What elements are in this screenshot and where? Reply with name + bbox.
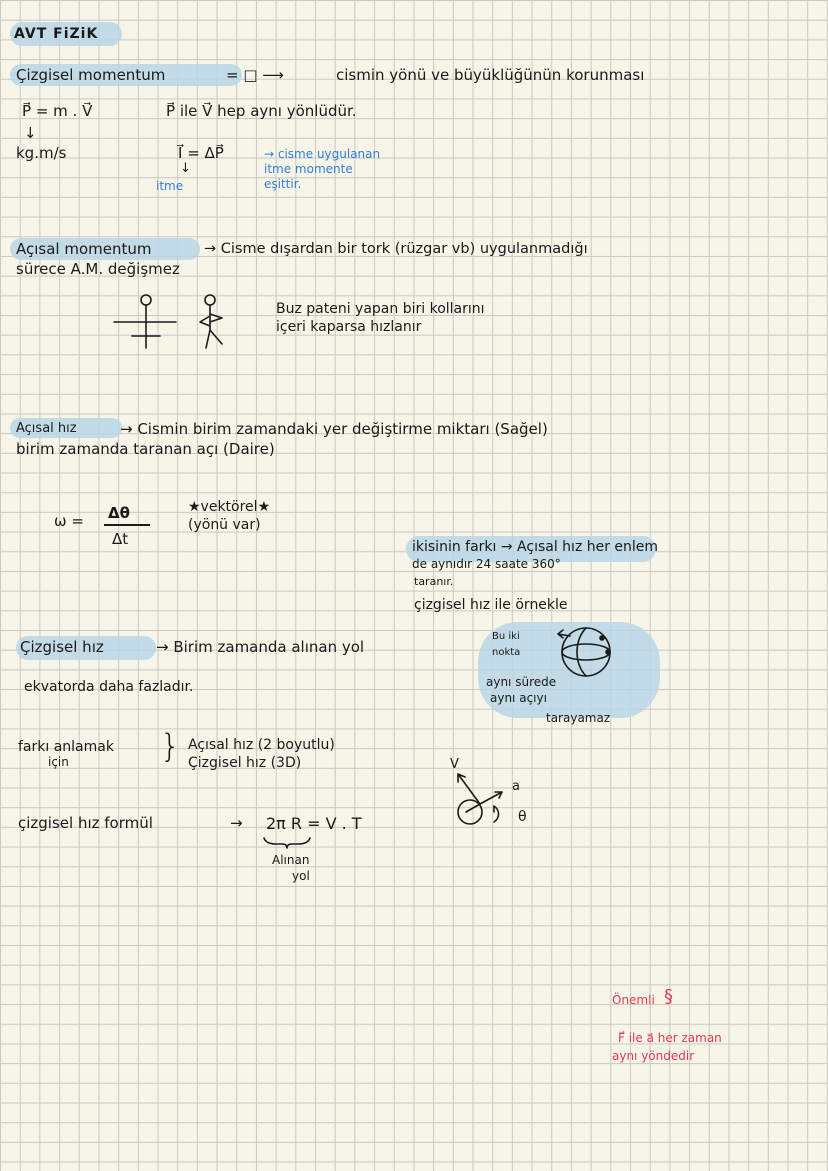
vector-note: ★vektörel★ — [188, 499, 271, 515]
linear-momentum-eq-symbol: = □ ⟶ — [226, 66, 284, 84]
linear-momentum-description: cismin yönü ve büyüklüğünün korunması — [336, 66, 645, 84]
difference-angular: Açısal hız (2 boyutlu) — [188, 737, 335, 753]
angular-momentum-text-2: sürece A.M. değişmez — [16, 260, 180, 278]
difference-label-2: için — [48, 755, 69, 769]
page-title: AVT FiZiK — [14, 26, 99, 42]
linear-velocity-label: Çizgisel hız — [20, 638, 104, 656]
linear-velocity-formula-label: çizgisel hız formül — [18, 814, 153, 832]
impulse-formula: I⃗ = ΔP⃗ — [178, 144, 224, 162]
difference-brace: } — [160, 727, 181, 765]
skater-text-1: Buz pateni yapan biri kollarını — [276, 301, 485, 317]
globe-drawing — [556, 624, 616, 680]
globe-label-2: nokta — [492, 647, 521, 658]
formula-note-2: yol — [292, 869, 310, 883]
important-line-1: F⃗ ile a⃗ her zaman — [618, 1031, 722, 1045]
linear-velocity-text: → Birim zamanda alınan yol — [156, 638, 365, 656]
globe-label-1: Bu iki — [492, 631, 520, 642]
same-time-line-2: aynı açıyı — [490, 691, 547, 705]
stick-figure-drawing — [110, 292, 250, 354]
comparison-line-2: de aynıdır 24 saate 360° — [412, 557, 561, 571]
momentum-unit: kg.m/s — [16, 144, 67, 162]
important-title: Önemli — [612, 993, 655, 1007]
rotation-v-label: V — [450, 757, 459, 772]
difference-label-1: farkı anlamak — [18, 739, 114, 755]
skater-text-2: içeri kaparsa hızlanır — [276, 319, 422, 335]
momentum-formula: P⃗ = m . V⃗ — [22, 102, 93, 120]
same-time-line-3: tarayamaz — [546, 711, 611, 725]
impulse-down-arrow: ↓ — [180, 161, 191, 176]
impulse-note-3: eşittir. — [264, 177, 302, 191]
impulse-label: itme — [156, 179, 184, 193]
omega-formula-numerator: Δθ — [108, 504, 130, 522]
important-line-2: aynı yöndedir — [612, 1049, 695, 1063]
angular-momentum-text-1: → Cisme dışardan bir tork (rüzgar vb) uygulanmadığı — [204, 241, 588, 257]
comparison-line-3: taranır. — [414, 575, 454, 588]
omega-fraction-bar — [104, 524, 150, 526]
formula-note-1: Alınan — [272, 853, 310, 867]
omega-formula-denominator: Δt — [112, 530, 129, 548]
momentum-down-arrow: ↓ — [24, 124, 37, 142]
rotation-theta-label: θ — [518, 809, 527, 825]
omega-formula-lhs: ω = — [54, 512, 84, 530]
angular-velocity-text-1: → Cismin birim zamandaki yer değiştirme miktarı (Sağel) — [120, 420, 548, 438]
equator-note: ekvatorda daha fazladır. — [24, 679, 194, 695]
rotation-a-label: a — [512, 779, 520, 794]
comparison-line-4: çizgisel hız ile örnekle — [414, 597, 568, 613]
comparison-line-1: ikisinin farkı → Açısal hız her enlem — [412, 539, 659, 555]
vector-sub-note: (yönü var) — [188, 517, 261, 533]
same-time-line-1: aynı sürede — [486, 675, 557, 689]
linear-velocity-formula-arrow: → — [230, 814, 243, 832]
linear-velocity-formula: 2π R = V . T — [266, 814, 362, 833]
angular-velocity-text-2: birim zamanda taranan açı (Daire) — [16, 440, 275, 458]
angular-momentum-label: Açısal momentum — [16, 240, 152, 258]
impulse-note-1: → cisme uygulanan — [264, 147, 381, 161]
impulse-note-2: itme momente — [264, 162, 353, 176]
formula-underbrace — [262, 836, 312, 850]
difference-linear: Çizgisel hız (3D) — [188, 755, 302, 771]
angular-velocity-label: Açısal hız — [16, 421, 77, 436]
important-icon: § — [664, 986, 673, 1007]
momentum-direction-note: P⃗ ile V⃗ hep aynı yönlüdür. — [166, 102, 357, 120]
linear-momentum-label: Çizgisel momentum — [16, 66, 166, 84]
